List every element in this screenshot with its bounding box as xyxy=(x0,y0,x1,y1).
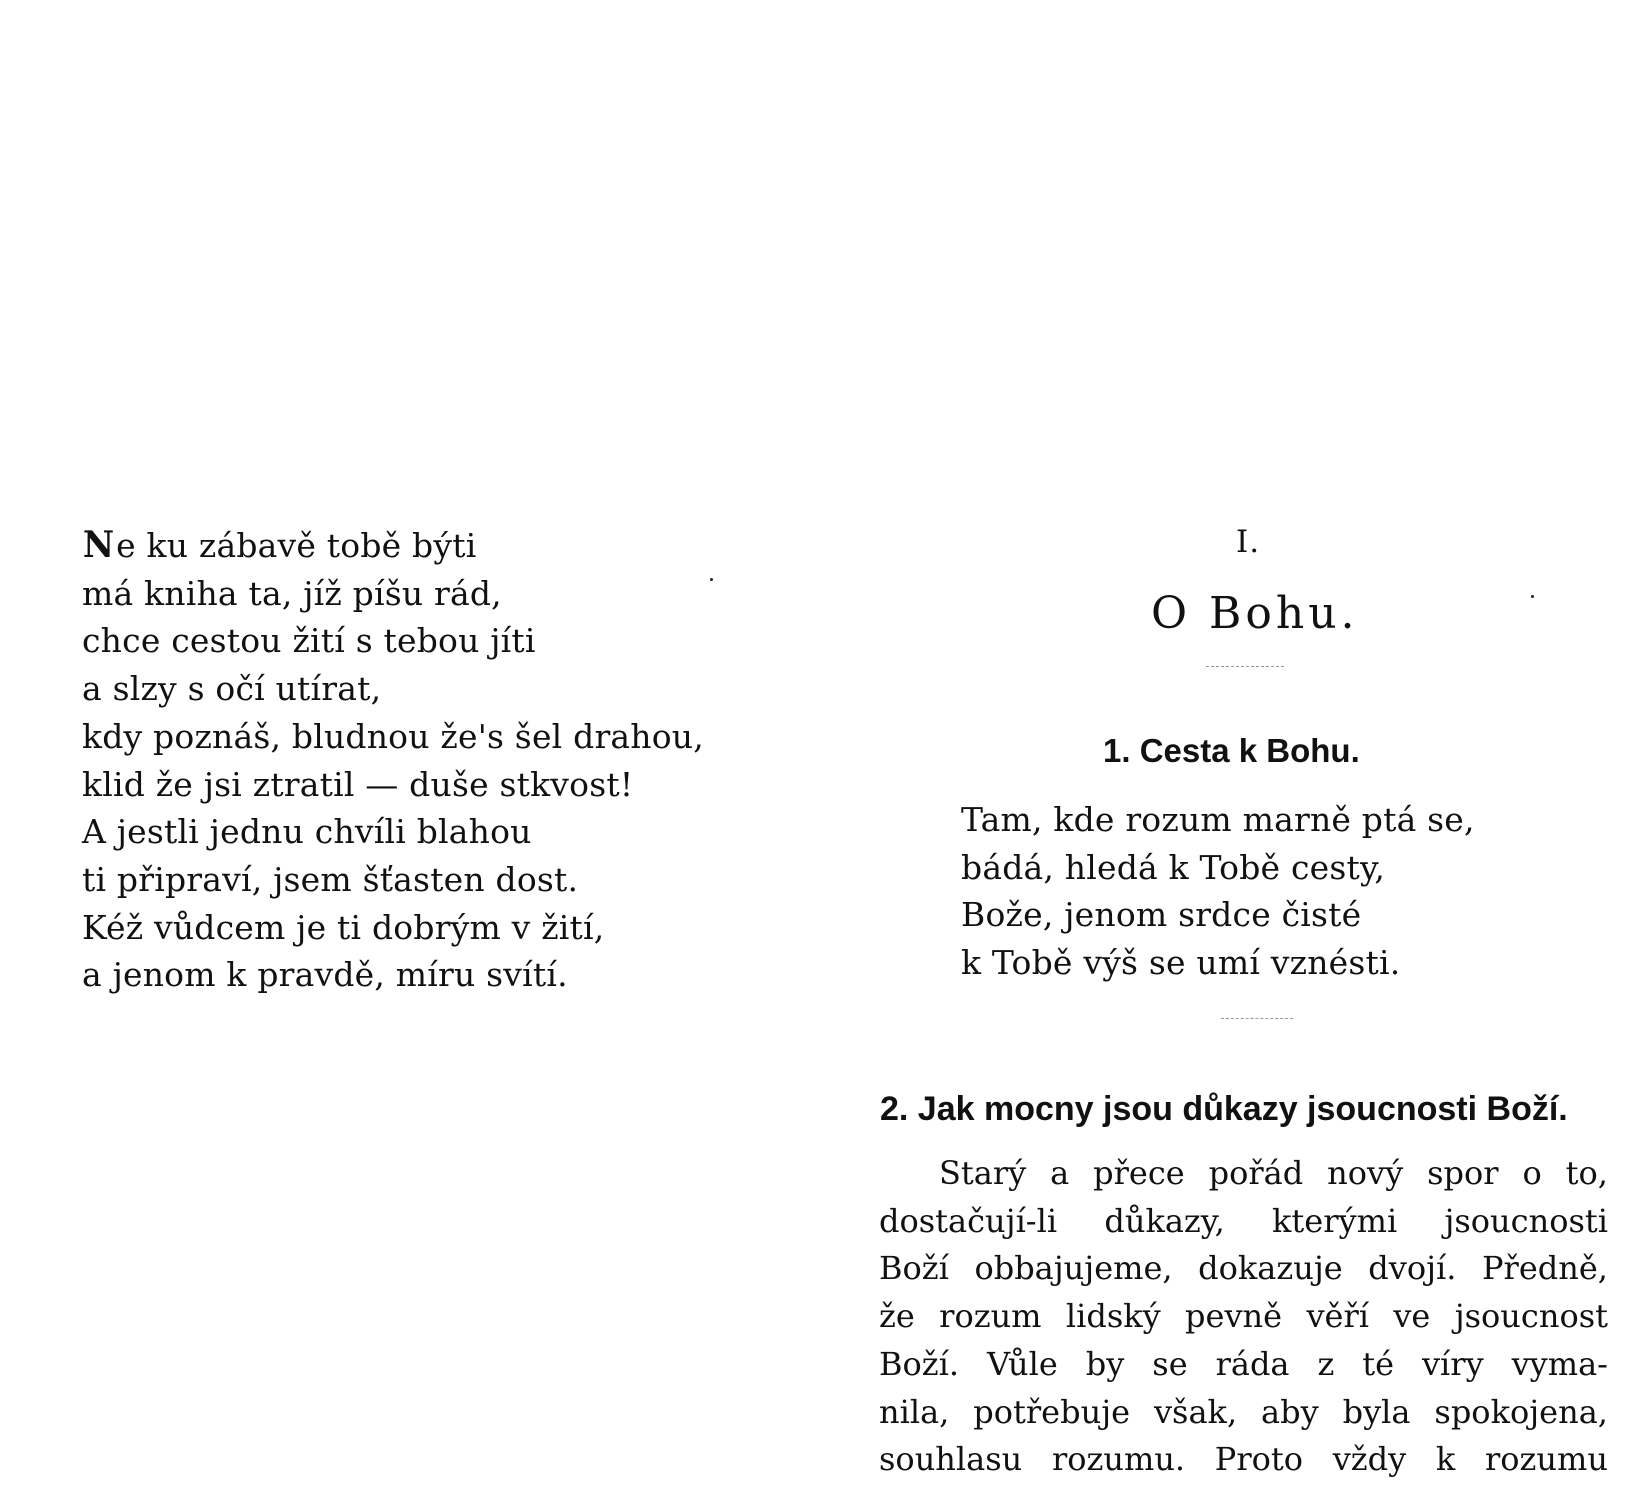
paragraph-word: Starý xyxy=(939,1154,1027,1192)
paragraph-word: dokazuje xyxy=(1198,1249,1343,1288)
poem-line: chce cestou žití s tebou jíti xyxy=(82,621,536,661)
paragraph-word: vyma- xyxy=(1511,1344,1608,1383)
section-heading: 1. Cesta k Bohu. xyxy=(1103,732,1360,769)
paragraph-word: se xyxy=(1152,1344,1188,1383)
paragraph-word: Proto xyxy=(1214,1440,1303,1479)
section-divider xyxy=(1221,1018,1293,1020)
paragraph-word: Boží xyxy=(879,1249,949,1288)
section-paragraph xyxy=(879,1150,1608,1484)
paragraph-word: spor xyxy=(1427,1154,1499,1192)
paragraph-line xyxy=(879,1341,1608,1389)
section-heading: 2. Jak mocny jsou důkazy jsoucnosti Boží. xyxy=(880,1090,1568,1128)
paragraph-word: lidský xyxy=(1065,1297,1161,1336)
paragraph-word: rozumu. xyxy=(1051,1440,1186,1479)
poem-line: kdy poznáš, bludnou že's šel drahou, xyxy=(82,716,704,756)
paragraph-word: Vůle xyxy=(986,1344,1058,1383)
poem-line: k Tobě výš se umí vznésti. xyxy=(961,943,1401,983)
paragraph-word: a xyxy=(1050,1154,1070,1192)
paragraph-word: rozum xyxy=(939,1297,1042,1336)
chapter-number: I. xyxy=(1236,524,1261,560)
paragraph-line xyxy=(879,1198,1608,1246)
paragraph-word: však, xyxy=(1153,1392,1238,1431)
paragraph-word: důkazy, xyxy=(1104,1201,1225,1240)
paragraph-word: souhlasu xyxy=(879,1440,1023,1479)
paragraph-word: spokojena, xyxy=(1434,1392,1608,1431)
poem-line: a slzy s očí utírat, xyxy=(82,669,382,709)
paragraph-word: rozumu xyxy=(1484,1440,1608,1479)
section-poem xyxy=(961,796,1521,987)
scan-speck xyxy=(710,578,713,581)
paragraph-word: ve xyxy=(1393,1297,1431,1336)
poem-line xyxy=(82,522,782,570)
paragraph-word: kterými xyxy=(1272,1201,1398,1240)
paragraph-line xyxy=(879,1389,1608,1437)
poem-line: a jenom k pravdě, míru svítí. xyxy=(82,955,568,995)
paragraph-word: vždy xyxy=(1332,1440,1407,1479)
paragraph-word: víry xyxy=(1421,1344,1484,1383)
paragraph-word: že xyxy=(879,1297,915,1336)
poem-line: Kéž vůdcem je ti dobrým v žití, xyxy=(82,907,605,947)
paragraph-word: byla xyxy=(1342,1392,1411,1431)
paragraph-word: potřebuje xyxy=(973,1392,1131,1431)
paragraph-word: dvojí. xyxy=(1368,1249,1457,1288)
paragraph-word: nila, xyxy=(879,1392,950,1431)
paragraph-word: dostačují-li xyxy=(879,1201,1058,1240)
paragraph-word: té xyxy=(1362,1344,1395,1383)
paragraph-line xyxy=(879,1436,1608,1484)
poem-line: A jestli jednu chvíli blahou xyxy=(82,812,532,852)
dedication-poem xyxy=(82,522,782,999)
paragraph-word: to, xyxy=(1565,1154,1608,1192)
chapter-title: O Bohu. xyxy=(1151,588,1359,639)
paragraph-word: Boží. xyxy=(879,1344,960,1383)
poem-line: bádá, hledá k Tobě cesty, xyxy=(961,847,1386,887)
poem-line: má kniha ta, jíž píšu rád, xyxy=(82,573,502,613)
paragraph-line xyxy=(879,1245,1608,1293)
paragraph-word: pořád xyxy=(1208,1154,1304,1192)
paragraph-word: pevně xyxy=(1185,1297,1283,1336)
paragraph-word: ráda xyxy=(1215,1344,1290,1383)
poem-line: ti připraví, jsem šťasten dost. xyxy=(82,859,579,899)
paragraph-word: nový xyxy=(1327,1154,1404,1192)
paragraph-line xyxy=(879,1293,1608,1341)
paragraph-word: jsoucnost xyxy=(1454,1297,1608,1336)
paragraph-word: z xyxy=(1317,1344,1335,1383)
poem-line: Tam, kde rozum marně ptá se, xyxy=(961,800,1475,839)
section-divider xyxy=(1206,666,1284,668)
paragraph-word: obbajujeme, xyxy=(974,1249,1173,1288)
paragraph-word: o xyxy=(1522,1154,1542,1192)
paragraph-line xyxy=(879,1150,1608,1198)
decorative-initial: N xyxy=(82,524,115,566)
paragraph-word: aby xyxy=(1261,1392,1319,1431)
paragraph-word: věří xyxy=(1306,1297,1369,1336)
paragraph-word: k xyxy=(1435,1440,1456,1479)
poem-line-text: e ku zábavě tobě býti xyxy=(116,526,477,565)
scan-speck xyxy=(1531,595,1534,598)
paragraph-word: Předně, xyxy=(1481,1249,1608,1288)
paragraph-word: by xyxy=(1085,1344,1125,1383)
poem-line: klid že jsi ztratil — duše stkvost! xyxy=(82,764,634,804)
paragraph-word: přece xyxy=(1093,1154,1185,1192)
paragraph-word: jsoucnosti xyxy=(1444,1201,1608,1240)
poem-line: Bože, jenom srdce čisté xyxy=(961,895,1362,935)
